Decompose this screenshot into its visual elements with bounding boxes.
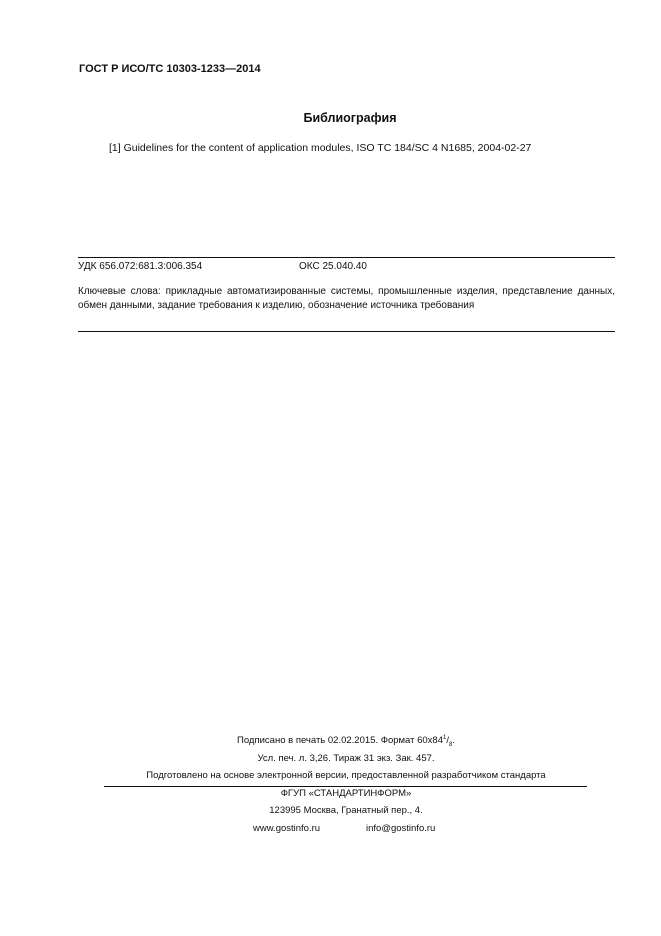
bibliography-title: Библиография [303, 111, 397, 125]
signed-line: Подписано в печать 02.02.2015. Формат $60х84^1/_8$. [237, 735, 455, 749]
format-numerator: 1 [443, 735, 447, 741]
divider-bottom [104, 786, 587, 787]
udk-code: УДК 656.072:681.3:006.354 [78, 261, 203, 272]
keywords-paragraph: Ключевые слова: прикладные автоматизированные системы, промышленные изделия, представление данных, обмен данными, задание требования к изделию, обозначение источника требования [78, 286, 615, 311]
print-info: Усл. печ. л. 3,26. Тираж 31 экз. Зак. 457. [257, 753, 435, 764]
divider-keywords [78, 331, 615, 332]
website-link[interactable]: www.gostinfo.ru [253, 823, 321, 834]
bibliography-reference: [1] Guidelines for the content of application modules, ISO TC 184/SC 4 N1685, 2004-02-27 [109, 142, 532, 154]
email-link[interactable]: info@gostinfo.ru [366, 823, 436, 834]
publisher-name: ФГУП «СТАНДАРТИНФОРМ» [280, 788, 412, 799]
prepared-note: Подготовлено на основе электронной версии, предоставленной разработчиком стандарта [146, 770, 546, 781]
publisher-address: 123995 Москва, Гранатный пер., 4. [269, 805, 423, 816]
signed-text: Подписано в печать 02.02.2015. Формат 60х84 [237, 735, 443, 747]
document-number: ГОСТ Р ИСО/ТС 10303-1233—2014 [79, 63, 261, 75]
format-denominator: 8 [448, 742, 453, 749]
format-end: . [452, 735, 455, 747]
divider-top [78, 257, 615, 258]
oks-code: ОКС 25.040.40 [299, 261, 367, 272]
